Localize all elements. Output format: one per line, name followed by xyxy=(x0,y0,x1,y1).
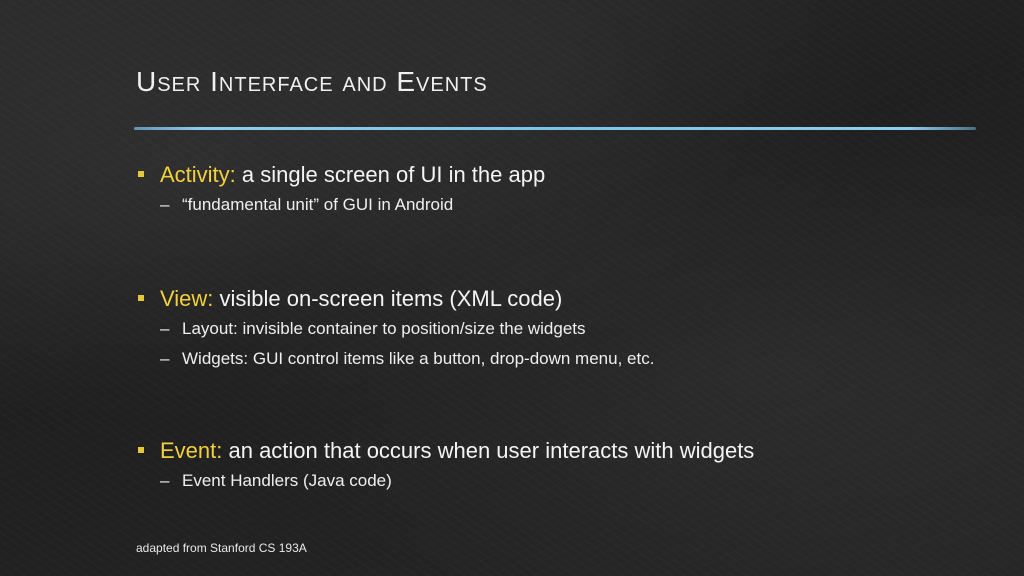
square-bullet-icon xyxy=(138,447,144,453)
sub-bullet xyxy=(138,190,545,220)
bullet-term: Event: xyxy=(160,438,223,463)
footer-credit: adapted from Stanford CS 193A xyxy=(136,541,307,555)
sub-bullet xyxy=(138,466,754,496)
bullet-text: an action that occurs when user interacts with widgets xyxy=(222,438,755,463)
bullet-group-event xyxy=(138,436,754,496)
bullet-view xyxy=(138,284,654,314)
bullet-activity xyxy=(138,160,545,190)
slide-title: User Interface and Events xyxy=(136,66,488,97)
bullet-group-activity xyxy=(138,160,545,220)
bullet-term: View: xyxy=(160,286,214,311)
bullet-text: a single screen of UI in the app xyxy=(235,162,546,187)
sub-bullet-text: Layout: invisible container to position/size the widgets xyxy=(182,319,586,338)
bullet-text: visible on-screen items (XML code) xyxy=(213,286,563,311)
bullet-event xyxy=(138,436,754,466)
square-bullet-icon xyxy=(138,171,144,177)
sub-bullet-text: “fundamental unit” of GUI in Android xyxy=(182,195,454,214)
bullet-term: Activity: xyxy=(160,162,236,187)
sub-bullet-text: Widgets: GUI control items like a button, drop-down menu, etc. xyxy=(182,349,655,368)
sub-bullet xyxy=(138,314,654,344)
bullet-group-view xyxy=(138,284,654,374)
dash-bullet-icon: – xyxy=(160,319,170,338)
sub-bullet xyxy=(138,344,654,374)
dash-bullet-icon: – xyxy=(160,471,170,490)
dash-bullet-icon: – xyxy=(160,195,170,214)
title-underline xyxy=(134,127,976,130)
square-bullet-icon xyxy=(138,295,144,301)
sub-bullet-text: Event Handlers (Java code) xyxy=(182,471,392,490)
dash-bullet-icon: – xyxy=(160,349,170,368)
